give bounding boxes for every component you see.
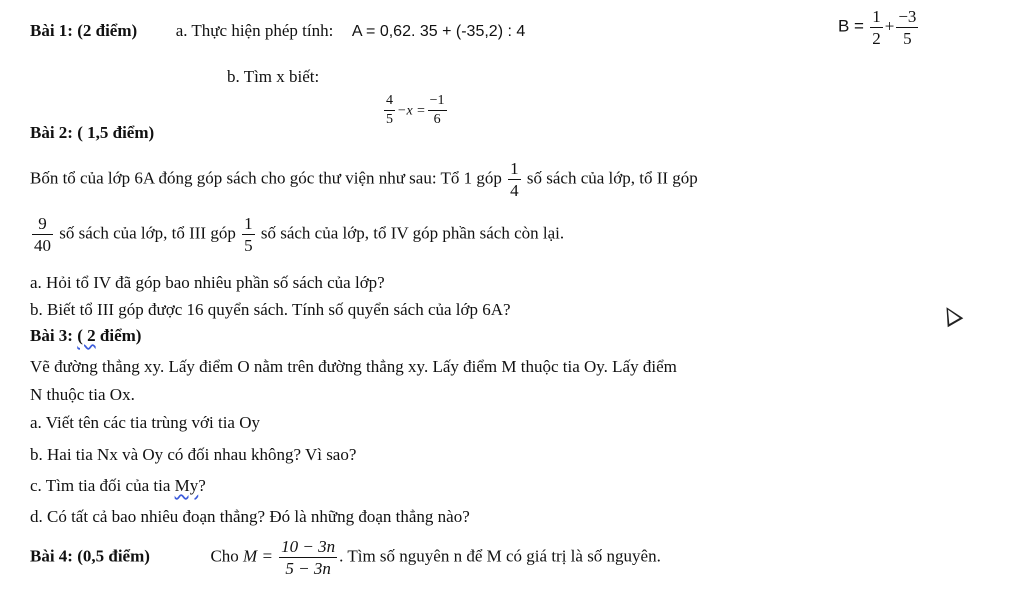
- eq-mid: −x =: [397, 103, 426, 119]
- bai2-line1-b: số sách của lớp, tổ II góp: [526, 168, 698, 188]
- f3-num: 1: [244, 214, 253, 233]
- bai4-fraction: [279, 538, 337, 577]
- bai3-line2: N thuộc tia Ox.: [30, 385, 135, 404]
- bai2-heading: Bài 2: ( 1,5 điểm): [30, 123, 155, 142]
- eq-f2-num: −1: [428, 94, 447, 111]
- bai2-qa: a. Hỏi tổ IV đã góp bao nhiêu phần số sách của lớp?: [30, 273, 385, 292]
- b-fraction-2: [896, 8, 918, 47]
- bai4-cho: Cho: [210, 546, 239, 566]
- bai3-qd: d. Có tất cả bao nhiêu đoạn thẳng? Đó là những đoạn thẳng nào?: [30, 507, 470, 526]
- bai2-qb: b. Biết tổ III góp được 16 quyển sách. Tính số quyển sách của lớp 6A?: [30, 300, 511, 319]
- f3-den: 5: [244, 236, 253, 255]
- bai3-qc-my: My: [174, 476, 199, 495]
- eq-f2-den: 6: [433, 112, 441, 127]
- bai1-part-a: a. Thực hiện phép tính:: [175, 21, 334, 40]
- bai2-equation: [382, 94, 449, 127]
- bai2-line2-b: số sách của lớp, tổ IV góp phần sách còn lại.: [260, 223, 565, 243]
- f2-den: 40: [34, 236, 51, 255]
- bai1-expr-a: A = 0,62. 35 + (-35,2) : 4: [351, 23, 526, 40]
- bai3-line1: Vẽ đường thẳng xy. Lấy điểm O nằm trên đường thẳng xy. Lấy điểm M thuộc tia Oy. Lấy điểm: [30, 357, 677, 376]
- bai3-qa: a. Viết tên các tia trùng với tia Oy: [30, 413, 260, 432]
- bai3-qc-a: c. Tìm tia đối của tia: [30, 476, 171, 495]
- bai1-heading: Bài 1: (2 điểm): [30, 21, 138, 40]
- fraction-1-5: [242, 215, 255, 254]
- bai4-m-den: 5 − 3n: [285, 559, 331, 578]
- b-f2-den: 5: [903, 29, 912, 48]
- bai4-line: [30, 538, 661, 577]
- bai3-heading-c: điểm): [99, 326, 142, 345]
- eq-fraction-1: [384, 94, 395, 127]
- bai2-line1: [30, 160, 698, 199]
- fraction-1-4: [508, 160, 521, 199]
- bai2-line2-a: số sách của lớp, tổ III góp: [59, 223, 236, 243]
- eq-fraction-2: [428, 94, 447, 127]
- bai4-rest: . Tìm số nguyên n để M có giá trị là số nguyên.: [339, 546, 661, 566]
- b-f2-num: −3: [898, 7, 917, 26]
- bai1-expr-b: [838, 8, 920, 47]
- b-fraction-1: [870, 8, 883, 47]
- bai3-qc-c: ?: [198, 476, 206, 495]
- bai4-m-num: 10 − 3n: [281, 537, 336, 556]
- bai4-m-eq: M =: [243, 546, 273, 566]
- mouse-pointer-icon: [939, 303, 964, 328]
- bai3-qc: [30, 475, 206, 497]
- bai3-heading-a: Bài 3:: [30, 326, 73, 345]
- bai3-heading-b: ( 2: [77, 326, 96, 345]
- bai1-line: [30, 20, 525, 43]
- f1-den: 4: [510, 181, 519, 200]
- bai2-line2: [30, 215, 564, 254]
- b-plus: +: [884, 16, 895, 36]
- fraction-9-40: [32, 215, 53, 254]
- eq-f1-num: 4: [384, 94, 395, 111]
- f1-num: 1: [510, 159, 519, 178]
- b-prefix: B =: [838, 16, 864, 36]
- f2-num: 9: [32, 215, 53, 235]
- eq-f1-den: 5: [386, 112, 393, 127]
- bai1-part-b: b. Tìm x biết:: [227, 67, 320, 86]
- bai3-heading: [30, 325, 141, 347]
- b-f1-num: 1: [872, 7, 881, 26]
- b-f1-den: 2: [872, 29, 881, 48]
- bai3-qb: b. Hai tia Nx và Oy có đối nhau không? Vì sao?: [30, 445, 357, 464]
- bai4-heading: Bài 4: (0,5 điểm): [30, 546, 150, 566]
- bai2-line1-a: Bốn tổ của lớp 6A đóng góp sách cho góc thư viện như sau: Tổ 1 góp: [30, 168, 502, 188]
